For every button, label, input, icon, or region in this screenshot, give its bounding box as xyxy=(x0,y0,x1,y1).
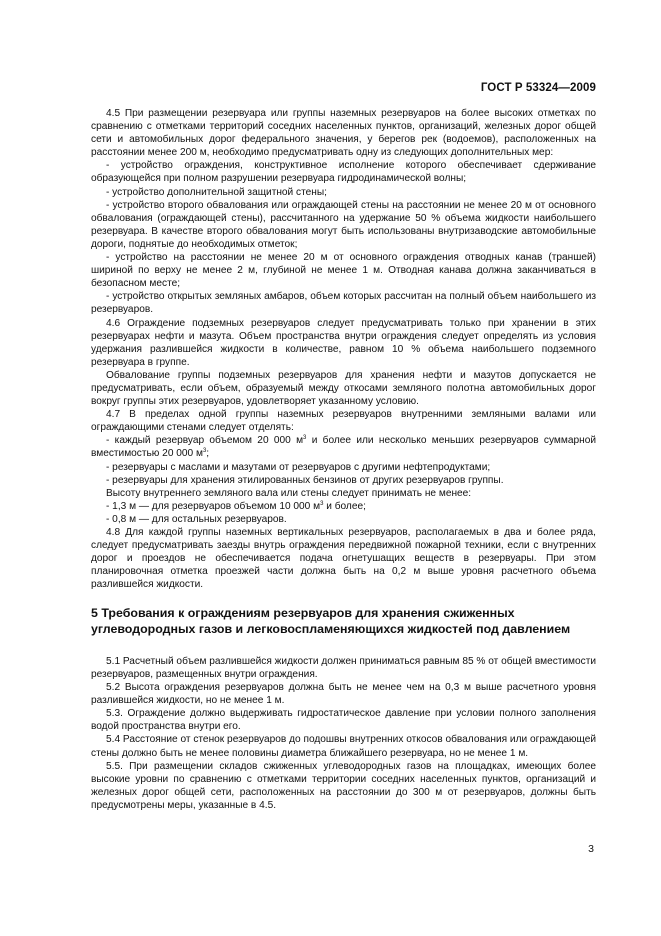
clause-5-1: 5.1 Расчетный объем разлившейся жидкости должен приниматься равным 85 % от общей вместимости резервуаров, размещенных внутри ограждения. xyxy=(91,655,596,680)
list-item-with-superscript xyxy=(91,500,596,513)
paragraph: Обвалование группы подземных резервуаров для хранения нефти и мазутов допускается не предусматривать, если объем, образуемый между откосами земляного полотна автомобильных дорог вокруг группы этих резервуаров, удовлетворяет указанному условию. xyxy=(91,369,596,408)
text-run: и более; xyxy=(323,500,366,512)
superscript: 3 xyxy=(303,435,307,442)
clause-4-6: 4.6 Ограждение подземных резервуаров следует предусматривать только при хранении в этих резервуарах нефти и мазута. Объем пространства внутри ограждения следует определять из условия удержания разлившейся жидкости в количестве, равном 10 % объема наибольшего подземного резервуара в группе. xyxy=(91,317,596,368)
paragraph: Высоту внутреннего земляного вала или стены следует принимать не менее: xyxy=(106,487,472,499)
list-item: - 0,8 м — для остальных резервуаров. xyxy=(106,513,287,525)
list-item: - устройство дополнительной защитной стены; xyxy=(106,186,327,198)
text-run: и более или несколько меньших резервуаров суммарной вместимостью 20 000 м xyxy=(91,435,596,460)
text-run: ; xyxy=(206,448,210,460)
clause-5-5: 5.5. При размещении складов сжиженных углеводородных газов на площадках, имеющих более высокие уровни по сравнению с отметками территории соседних населенных пунктов, организаций и железных дорог общей сети, расположенных на расстоянии до 300 м от резервуаров, должны быть предусмотрены меры, указанные в 4.5. xyxy=(91,760,596,811)
clause-4-5: 4.5 При размещении резервуара или группы наземных резервуаров на более высоких отметках по сравнению с отметками территорий соседних населенных пунктов, организаций, железных дорог общей сети и автомобильных дорог федерального значения, у берегов рек (водоемов), расположенных на расстоянии менее 200 м, необходимо предусматривать одну из следующих дополнительных мер: xyxy=(91,108,596,159)
text-run: - каждый резервуар объемом 20 000 м xyxy=(106,435,304,447)
list-item: - резервуары с маслами и мазутами от резервуаров с другими нефтепродуктами; xyxy=(106,461,491,473)
page-number: 3 xyxy=(588,843,594,855)
clause-5-3: 5.3. Ограждение должно выдерживать гидростатическое давление при условии полного заполнения водой пространства внутри его. xyxy=(91,708,596,733)
document-body xyxy=(91,107,596,812)
section-5-heading: 5 Требования к ограждениям резервуаров для хранения сжиженных углеводородных газов и легковоспламеняющихся жидкостей под давлением xyxy=(91,606,571,636)
document-id-header: ГОСТ Р 53324—2009 xyxy=(480,82,596,94)
list-item: - устройство второго обвалования или ограждающей стены на расстоянии не менее 20 м от основного обвалования (ограждающей стены), рассчитанного на удержание 50 % объема жидкости наибольшего резервуара. В качестве второго обвалования могут быть использованы внутризаводские автомобильные дороги, поднятые до необходимых отметок; xyxy=(91,199,596,250)
list-item: - устройство ограждения, конструктивное исполнение которого обеспечивает сдерживание образующейся при полном разрушении резервуара гидродинамической волны; xyxy=(91,160,596,185)
clause-5-4: 5.4 Расстояние от стенок резервуаров до подошвы внутренних откосов обвалования или ограждающей стены должно быть не менее половины диаметра ближайшего резервуара, но не менее 1 м. xyxy=(91,734,596,759)
clause-5-2: 5.2 Высота ограждения резервуаров должна быть не менее чем на 0,3 м выше расчетного уровня разлившейся жидкости, но не менее 1 м. xyxy=(91,682,596,707)
clause-4-7: 4.7 В пределах одной группы наземных резервуаров внутренними земляными валами или ограждающими стенами следует отделять: xyxy=(91,409,596,434)
superscript: 3 xyxy=(320,500,324,507)
list-item: - резервуары для хранения этилированных бензинов от других резервуаров группы. xyxy=(106,474,504,486)
list-item: - устройство на расстоянии не менее 20 м от основного ограждения отводных канав (траншей) шириной по верху не менее 2 м, глубиной не менее 1 м. Отводная канава должна заканчиваться в безопасном месте; xyxy=(91,252,596,290)
clause-4-8: 4.8 Для каждой группы наземных вертикальных резервуаров, располагаемых в два и более ряда, следует предусматривать заезды внутрь ограждения передвижной пожарной техники, если с внутренних дорог и проездов не обеспечивается подача огнетушащих веществ в резервуары. При этом планировочная отметка проезжей части должна быть на 0,2 м выше уровня расчетного объема разлившейся жидкости. xyxy=(91,527,596,591)
list-item: - устройство открытых земляных амбаров, объем которых рассчитан на полный объем наибольшего из резервуаров. xyxy=(91,291,596,316)
list-item-with-superscript xyxy=(91,434,596,460)
superscript: 3 xyxy=(202,448,207,455)
text-run: - 1,3 м — для резервуаров объемом 10 000 м xyxy=(106,500,321,512)
